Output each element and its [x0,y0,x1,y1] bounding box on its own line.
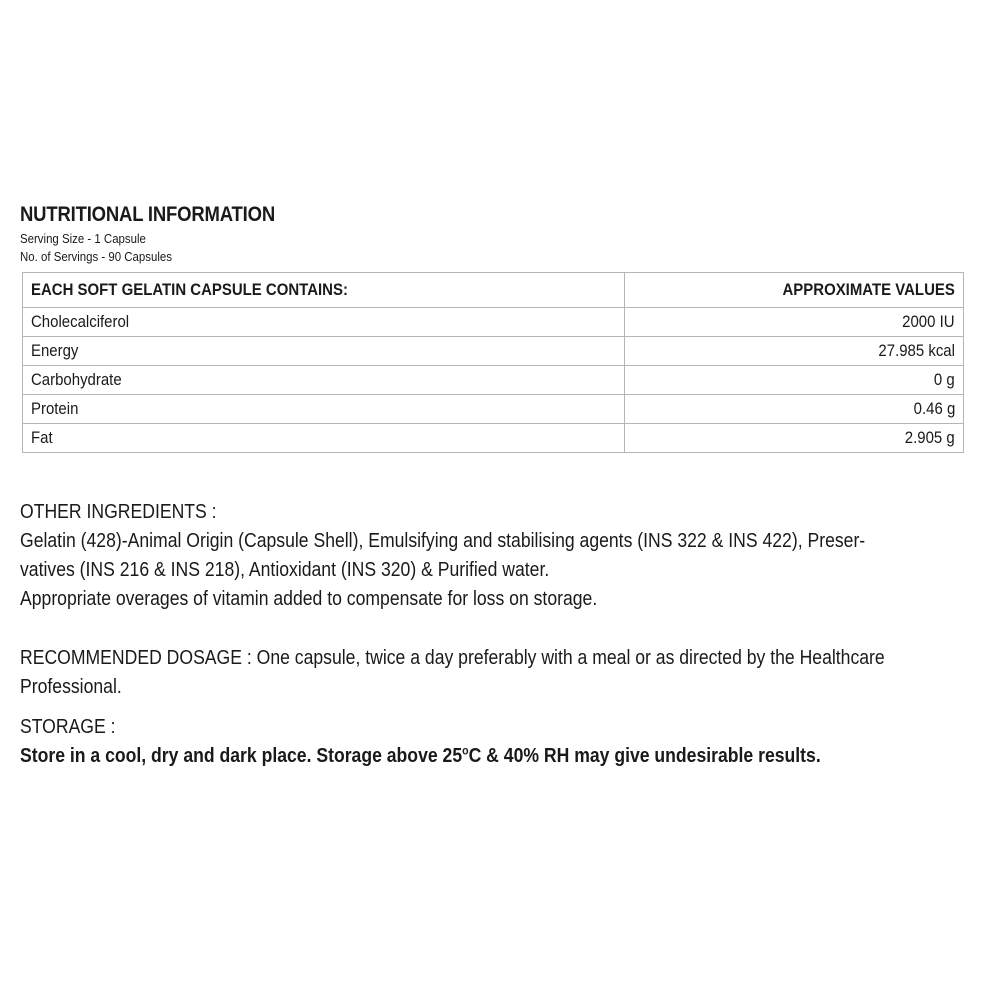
other-ingredients-heading: OTHER INGREDIENTS : [20,501,217,523]
servings-count: No. of Servings - 90 Capsules [20,249,172,264]
nutrient-name: Protein [23,395,625,424]
table-row [23,395,964,424]
storage-heading: STORAGE : [20,716,116,738]
nutrient-value: 2.905 g [624,424,963,453]
degree-symbol: o [462,743,469,758]
header-contains: EACH SOFT GELATIN CAPSULE CONTAINS: [23,273,625,308]
ingredients-line: vatives (INS 216 & INS 218), Antioxidant (INS 320) & Purified water. [20,559,550,581]
nutrient-name: Fat [23,424,625,453]
dosage-text: One capsule, twice a day preferably with a meal or as directed by the Healthcare Professional. [20,647,885,698]
dosage-heading: RECOMMENDED DOSAGE : [20,647,252,669]
table-row [23,308,964,337]
nutrient-name: Carbohydrate [23,366,625,395]
table-header-row [23,273,964,308]
storage-text-start: Store in a cool, dry and dark place. Storage above 25 [20,745,463,767]
table-row [23,366,964,395]
nutrient-value: 0 g [624,366,963,395]
nutrition-label [20,200,965,767]
nutrition-table [22,272,964,453]
nutrient-value: 2000 IU [624,308,963,337]
table-row [23,424,964,453]
storage-text [20,742,962,771]
nutrient-value: 27.985 kcal [624,337,963,366]
header-values: APPROXIMATE VALUES [624,273,963,308]
overages-note: Appropriate overages of vitamin added to compensate for loss on storage. [20,588,598,610]
table-row [23,337,964,366]
storage-text-end: C & 40% RH may give undesirable results. [468,745,821,767]
ingredients-line: Gelatin (428)-Animal Origin (Capsule Shell), Emulsifying and stabilising agents (INS 322 & INS 422), Preser- [20,530,866,552]
storage-section [20,713,962,771]
dosage-section [20,644,962,702]
other-ingredients-section [20,498,962,614]
nutrient-name: Energy [23,337,625,366]
serving-size: Serving Size - 1 Capsule [20,231,146,246]
nutrition-title: NUTRITIONAL INFORMATION [20,203,275,226]
nutrient-name: Cholecalciferol [23,308,625,337]
nutrient-value: 0.46 g [624,395,963,424]
